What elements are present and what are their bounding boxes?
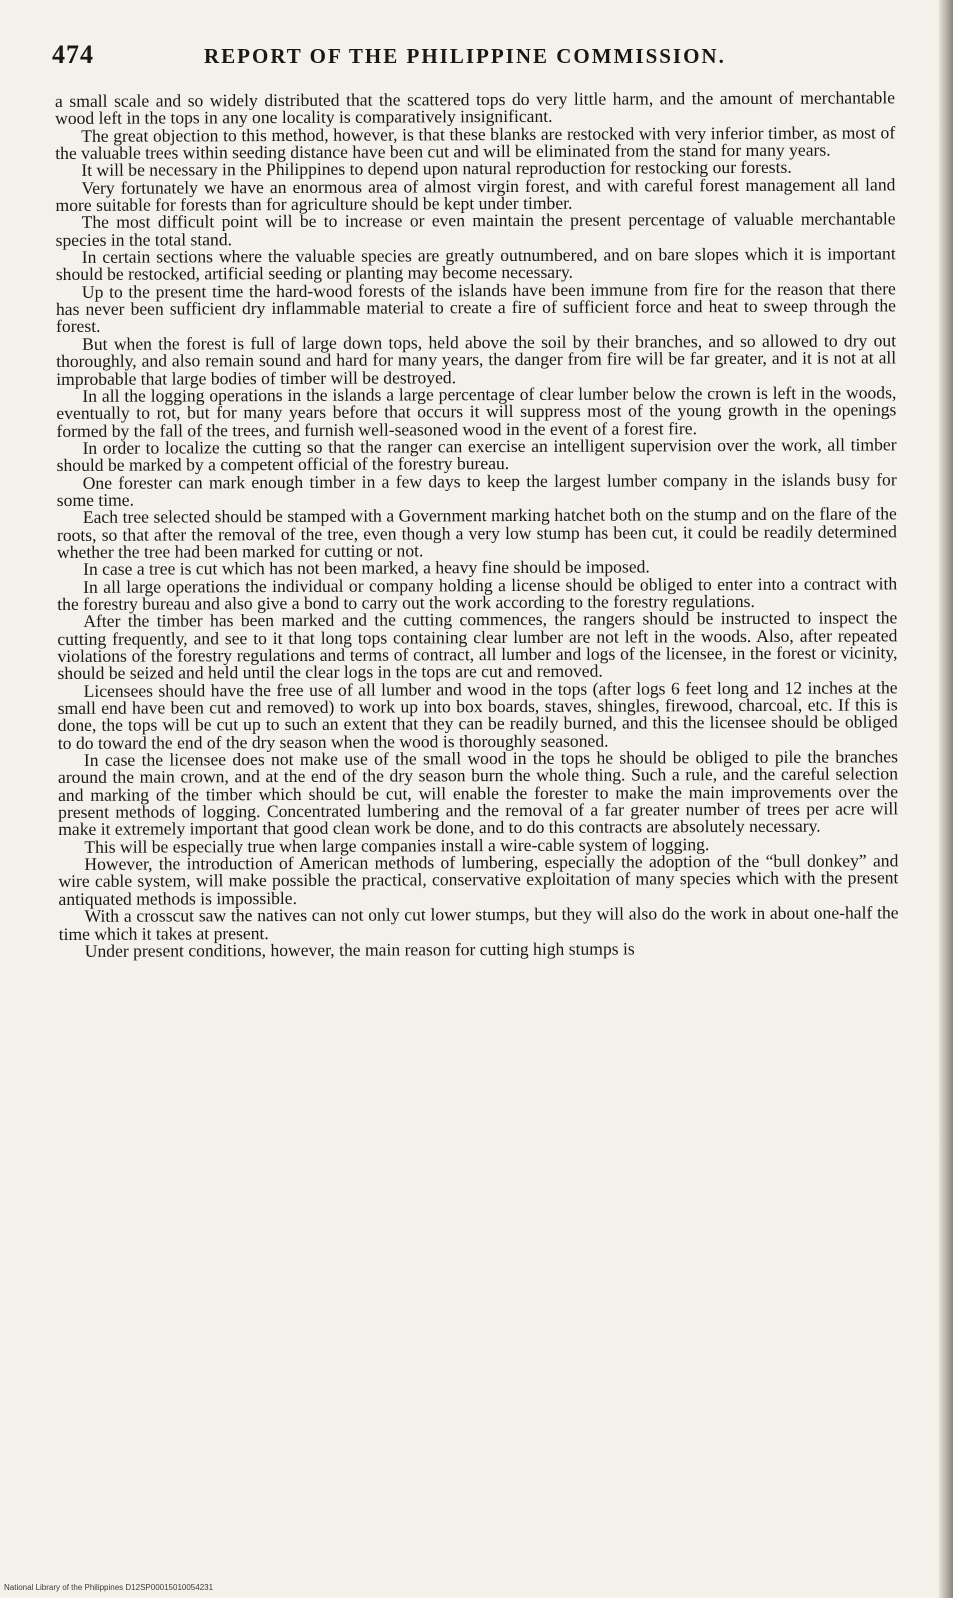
paragraph: In case a tree is cut which has not been marked, a heavy fine should be imposed. — [83, 556, 650, 580]
running-title: REPORT OF THE PHILIPPINE COMMISSION. — [204, 44, 726, 68]
page-edge-shadow — [939, 0, 953, 1598]
paragraph: But when the forest is full of large down tops, held above the soil by their branches, and so allowed to dry out thoroughly, and also remain sound and hard for many years, the danger from fire will be far greater, and it is not at all improbable that large bodies of timber will be destroyed. — [56, 330, 897, 389]
paragraph: Licensees should have the free use of all lumber and wood in the tops (after logs 6 feet long and 12 inches at the small end have been cut and removed) to work up into box boards, staves, shingles, firewood, charcoal, etc. If this is done, the tops will be cut up to such an extent that they can be readily burned, and this the licensee should be obliged to do toward the end of the dry season when the wood is thoroughly seasoned. — [57, 677, 898, 753]
paragraph: One forester can mark enough timber in a few days to keep the largest lumber company in the islands busy for some time. — [56, 468, 897, 510]
paragraph: In all the logging operations in the islands a large percentage of clear lumber below the crown is left in the woods, eventually to rot, but for many years before that occurs it will suppress most of the young growth in the openings formed by the fall of the trees, and furnish well-seasoned wood in the event of a forest fire. — [56, 382, 897, 441]
body-text — [55, 89, 899, 960]
paragraph: Under present conditions, however, the main reason for cutting high stumps is — [84, 938, 635, 961]
page-header — [52, 40, 902, 86]
paragraph: In certain sections where the valuable species are greatly outnumbered, and on bare slopes which it is important should be restocked, artificial seeding or planting may become necessary. — [55, 243, 896, 285]
paragraph: This will be especially true when large companies install a wire-cable system of logging. — [84, 833, 710, 857]
paragraph: The great objection to this method, however, is that these blanks are restocked with very inferior timber, as most of the valuable trees within seeding distance have been cut and will be eliminated from the stand for many years. — [55, 122, 896, 164]
paragraph: In case the licensee does not make use of the small wood in the tops he should be obliged to pile the branches around the main crown, and at the end of the dry season burn the whole thing. Such a rule, and the careful selection and marking of the timber which should be cut, will enable the forester to make the main improvements over the present methods of logging. Concentrated lumbering and the removal of a far greater number of trees per acre will make it extremely important that good clean work be done, and to do this contracts are absolutely necessary. — [57, 746, 899, 840]
paragraph: With a crosscut saw the natives can not only cut lower stumps, but they will also do the work in about one-half the time which it takes at present. — [58, 902, 899, 944]
paragraph: After the timber has been marked and the cutting commences, the rangers should be instructed to inspect the cutting frequently, and see to it that long tops containing clear lumber are not left in the woods. Also, after repeated violations of the forestry regulations and terms of contract, all lumber and logs of the licensee, in the forest or vicinity, should be seized and held until the clear logs in the tops are cut and removed. — [57, 607, 898, 684]
paragraph: Each tree selected should be stamped with a Government marking hatchet both on the stump and on the flare of the roots, so that after the removal of the tree, even though a very low stump has been cut, it could be readily determined whether the tree had been marked for cutting or not. — [56, 503, 897, 562]
paragraph: Very fortunately we have an enormous area of almost virgin forest, and with careful forest management all land more suitable for forests than for agriculture should be kept under timber. — [55, 174, 896, 216]
source-footer: National Library of the Philippines D12SP00015010054231 — [4, 1583, 214, 1592]
paragraph: However, the introduction of American methods of lumbering, especially the adoption of the “bull donkey” and wire cable system, will make possible the practical, conservative exploitation of many species which with the present antiquated methods is impossible. — [58, 850, 899, 909]
page-number: 474 — [52, 40, 94, 69]
paragraph: The most difficult point will be to increase or even maintain the present percentage of valuable merchantable species in the total stand. — [55, 208, 896, 250]
paragraph: a small scale and so widely distributed that the scattered tops do very little harm, and the amount of merchantable wood left in the tops in any one locality is comparatively insignificant. — [54, 87, 896, 129]
paragraph: In order to localize the cutting so that the ranger can exercise an intelligent supervision over the work, all timber should be marked by a competent official of the forestry bureau. — [56, 434, 897, 476]
paragraph: Up to the present time the hard-wood forests of the islands have been immune from fire for the reason that there has never been sufficient dry inflammable material to create a fire of sufficient force and heat to sweep through the forest. — [55, 278, 896, 337]
paragraph: It will be necessary in the Philippines to depend upon natural reproduction for restocking our forests. — [81, 157, 792, 181]
paragraph: In all large operations the individual or company holding a license should be obliged to enter into a contract with the forestry bureau and also give a bond to carry out the work according to the forestry regulations. — [57, 572, 898, 614]
